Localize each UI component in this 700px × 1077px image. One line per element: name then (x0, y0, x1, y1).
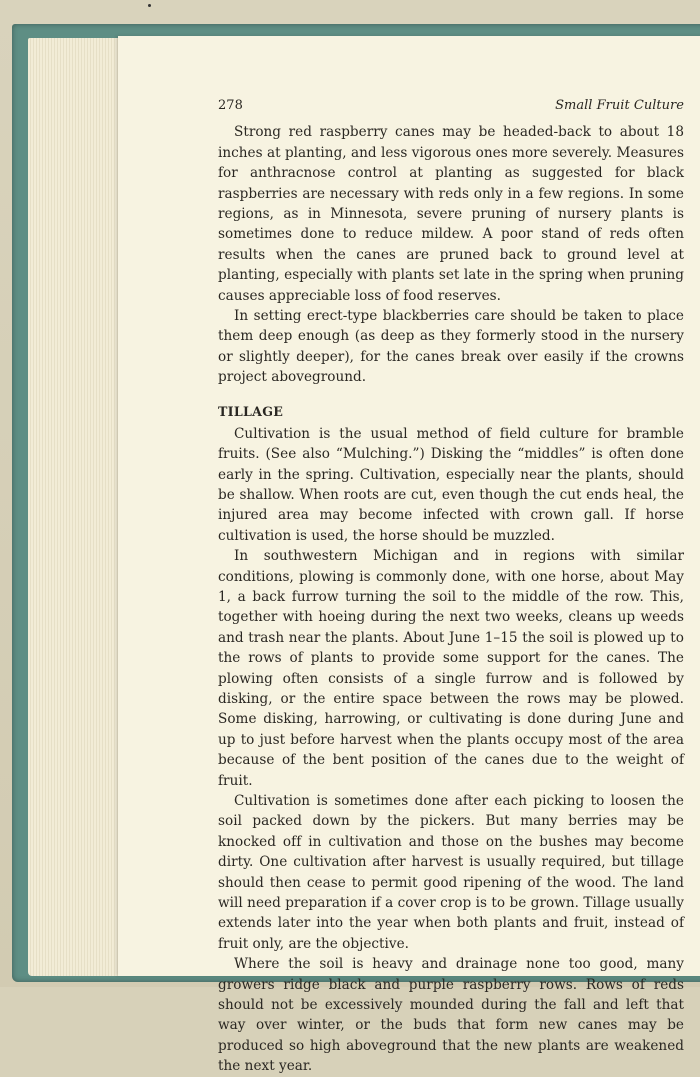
page-number: 278 (218, 98, 243, 113)
scan-speck (148, 4, 151, 7)
section-heading: TILLAGE (218, 403, 284, 419)
paragraph: Cultivation is the usual method of field culture for bramble fruits. (See also “Mulching.”) Disking the “middles” is often done early in the spring. Cultivation, especially near the plants, should be shallow. When roots are cut, even though the cut ends heal, the injured area may become infected with crown gall. If horse cultivation is used, the horse should be muzzled. (218, 425, 684, 544)
paragraph: Cultivation is sometimes done after each picking to loosen the soil packed down by the pickers. But many berries may be knocked off in cultivation and those on the bushes may become dirty. One cultivation after harvest is usually required, but tillage should then cease to permit good ripening of the wood. The land will need preparation if a cover crop is to be grown. Tillage usually extends later into the year when both plants and fruit, instead of fruit only, are the objective. (218, 793, 684, 952)
paragraph: In southwestern Michigan and in regions with similar conditions, plowing is commonly done, with one horse, about May 1, a back furrow turning the soil to the middle of the row. This, together with hoeing during the next two weeks, cleans up weeds and trash near the plants. About June 1–15 the soil is plowed up to the rows of plants to provide some support for the canes. The plowing often consists of a single furrow and is followed by disking, or the entire space between the rows may be plowed. Some disking, harrowing, or cultivating is done during June and up to just before harvest when the plants occupy most of the area because of the bent position of the canes due to the weight of fruit. (218, 548, 684, 789)
page-edges (28, 38, 124, 976)
page-text (218, 96, 684, 1077)
paragraph: In setting erect-type blackberries care should be taken to place them deep enough (as deep as they formerly stood in the nursery or slightly deeper), for the canes break over easily if the crowns project aboveground. (218, 308, 684, 386)
running-head (218, 96, 684, 116)
paragraph: Strong red raspberry canes may be headed-back to about 18 inches at planting, and less vigorous ones more severely. Measures for anthracnose control at planting as suggested for black raspberries are necessary with reds only in a few regions. In some regions, as in Minnesota, severe pruning of nursery plants is sometimes done to reduce mildew. A poor stand of reds often results when the canes are pruned back to ground level at planting, especially with plants set late in the spring when pruning causes appreciable loss of food reserves. (218, 124, 684, 304)
paragraph: Where the soil is heavy and drainage none too good, many growers ridge black and purple raspberry rows. Rows of reds should not be excessively mounded during the fall and left that way over winter, or the buds that form new canes may be produced so high aboveground that the new plants are weakened the next year. (218, 956, 684, 1075)
running-title: Small Fruit Culture (555, 98, 684, 113)
